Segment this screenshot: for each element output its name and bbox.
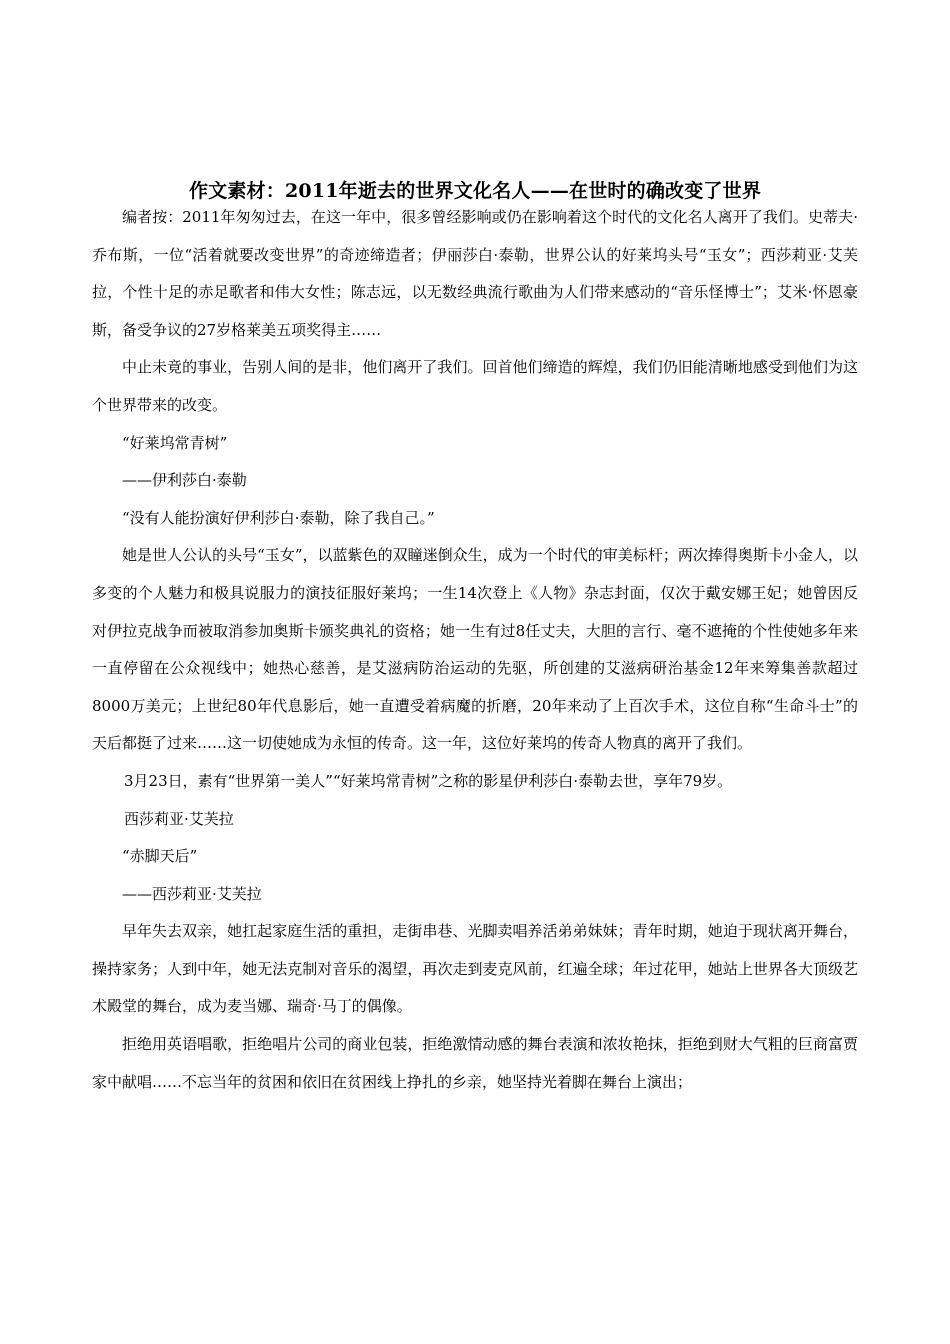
paragraph-taylor-bio: 她是世人公认的头号“玉女”，以蓝紫色的双瞳迷倒众生，成为一个时代的审美标杆；两次捧得奥斯卡小金人，以多变的个人魅力和极具说服力的演技征服好莱坞；一生14次登上《人物》杂志封面，仅次于戴安娜王妃；她曾因反对伊拉克战争而被取消参加奥斯卡颁奖典礼的资格；她一生有过8任丈夫，大胆的言行、毫不遮掩的个性使她多年来一直停留在公众视线中；她热心慈善，是艾滋病防治运动的先驱，所创建的艾滋病研治基金12年来筹集善款超过8000万美元；上世纪80年代息影后，她一直遭受着病魔的折磨，20年来动了上百次手术，这位自称“生命斗士”的天后都挺了过来……这一切使她成为永恒的传奇。这一年，这位好莱坞的传奇人物真的离开了我们。 <box>92 546 858 753</box>
document-body <box>92 199 858 1101</box>
section-subheading-evora: ——西莎莉亚·艾芙拉 <box>122 884 262 903</box>
paragraph-evora-refusals: 拒绝用英语唱歌，拒绝唱片公司的商业包装，拒绝激情动感的舞台表演和浓妆艳抹，拒绝到财大气粗的巨商富贾家中献唱……不忘当年的贫困和依旧在贫困线上挣扎的乡亲，她坚持光着脚在舞台上演出； <box>92 1035 858 1091</box>
paragraph-evora-bio: 早年失去双亲，她扛起家庭生活的重担，走街串巷、光脚卖唱养活弟弟妹妹；青年时期，她迫于现状离开舞台，操持家务；人到中年，她无法克制对音乐的渴望，再次走到麦克风前，红遍全球；年过花甲，她站上世界各大顶级艺术殿堂的舞台，成为麦当娜、瑞奇·马丁的偶像。 <box>92 922 858 1016</box>
section-subheading-taylor: ——伊利莎白·泰勒 <box>122 471 247 490</box>
section-name-evora: 西莎莉亚·艾芙拉 <box>124 809 234 828</box>
paragraph-editor-note: 编者按：2011年匆匆过去，在这一年中，很多曾经影响或仍在影响着这个时代的文化名人离开了我们。史蒂夫·乔布斯，一位“活着就要改变世界”的奇迹缔造者；伊丽莎白·泰勒，世界公认的好莱坞头号“玉女”；西莎莉亚·艾芙拉，个性十足的赤足歌者和伟大女性；陈志远，以无数经典流行歌曲为人们带来感动的“音乐怪博士”；艾米·怀恩豪斯，备受争议的27岁格莱美五项奖得主…… <box>92 208 858 339</box>
document-title: 作文素材：2011年逝去的世界文化名人——在世时的确改变了世界 <box>188 180 762 202</box>
section-heading-taylor: “好莱坞常青树” <box>122 433 228 452</box>
section-heading-evora: “赤脚天后” <box>122 847 198 866</box>
paragraph-taylor-death: 3月23日，素有“世界第一美人”“好莱坞常青树”之称的影星伊利莎白·泰勒去世，享年79岁。 <box>124 771 733 790</box>
paragraph-intro: 中止未竟的事业，告别人间的是非，他们离开了我们。回首他们缔造的辉煌，我们仍旧能清晰地感受到他们为这个世界带来的改变。 <box>92 358 858 414</box>
quote-taylor: “没有人能扮演好伊利莎白·泰勒，除了我自己。” <box>122 508 435 527</box>
